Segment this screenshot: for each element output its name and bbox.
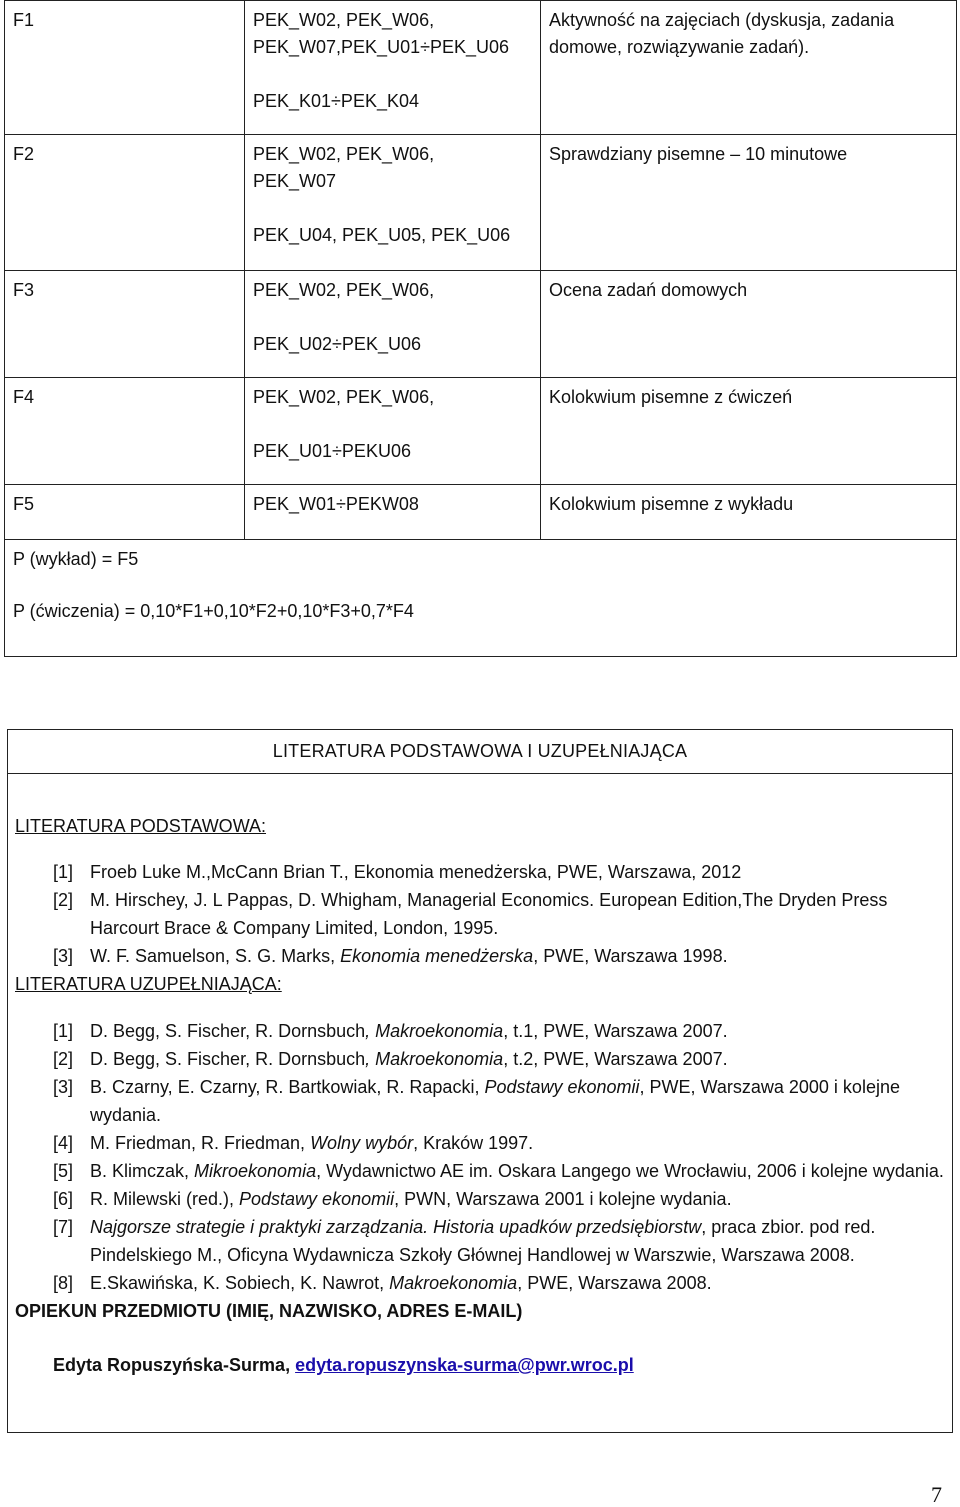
literature-box [7,729,953,1433]
reference-text: B. Czarny, E. Czarny, R. Bartkowiak, R. Rapacki, [90,1077,485,1097]
learning-effects [245,271,541,378]
reference-item [15,886,945,942]
reference-title: Ekonomia menedżerska [340,946,534,966]
reference-text: , Wydawnictwo AE im. Oskara Langego we Wrocławiu, 2006 i kolejne wydania. [316,1161,944,1181]
supervisor-title: OPIEKUN PRZEDMIOTU (IMIĘ, NAZWISKO, ADRES E-MAIL) [15,1301,523,1321]
formula-row [5,540,957,657]
reference-number: [7] [53,1217,74,1237]
reference-title: Najgorsze strategie i praktyki zarządzania. Historia upadków przedsiębiorstw [90,1217,702,1237]
learning-effects [245,135,541,271]
supervisor-name: Edyta Ropuszyńska-Surma, [53,1355,296,1375]
formula-exercises: P (ćwiczenia) = 0,10*F1+0,10*F2+0,10*F3+0,7*F4 [13,601,414,621]
reference-text: , PWN, Warszawa 2001 i kolejne wydania. [394,1189,732,1209]
grading-table-body [5,1,957,657]
reference-text: , PWE, Warszawa 2008. [517,1273,712,1293]
effects-line: PEK_K01÷PEK_K04 [253,91,419,111]
reference-number: [8] [53,1273,74,1293]
reference-text: , PWE, Warszawa 2000 i kolejne wydania. [90,1077,900,1125]
reference-item [15,1213,945,1269]
supervisor-email-link[interactable]: edyta.ropuszynska-surma@pwr.wroc.pl [295,1355,634,1375]
supervisor-contact [15,1351,945,1379]
effects-line: PEK_W02, PEK_W06, [253,280,435,300]
learning-effects [245,1,541,135]
reference-title: Podstawy ekonomii [484,1077,640,1097]
basic-literature-list [15,858,945,970]
reference-text: , t.2, PWE, Warszawa 2007. [503,1049,728,1069]
learning-effects [245,378,541,485]
reference-number: [1] [53,1021,74,1041]
reference-number: [5] [53,1161,74,1181]
reference-text: D. Begg, S. Fischer, R. Dornsbuch [90,1049,366,1069]
grade-code: F1 [5,1,245,135]
reference-item [15,1129,945,1157]
page-number: 7 [931,1482,942,1507]
effects-line: PEK_W01÷PEKW08 [253,494,419,514]
reference-text: , Kraków 1997. [413,1133,534,1153]
assessment-method: Kolokwium pisemne z ćwiczeń [541,378,957,485]
supplementary-literature-title: LITERATURA UZUPEŁNIAJĄCA: [15,974,282,994]
reference-title: , Makroekonomia [365,1049,504,1069]
assessment-method: Aktywność na zajęciach (dyskusja, zadania domowe, rozwiązywanie zadań). [541,1,957,135]
table-row [5,1,957,135]
literature-body [8,812,952,1379]
effects-line: PEK_U04, PEK_U05, PEK_U06 [253,225,511,245]
reference-title: Wolny wybór [310,1133,414,1153]
effects-line: PEK_W02, PEK_W06, [253,10,435,30]
supplementary-literature-list [15,1017,945,1297]
reference-item [15,1073,945,1129]
reference-item [15,942,945,970]
reference-text: , praca zbior. pod red. Pindelskiego M., Oficyna Wydawnicza Szkoły Głównej Handlowej w Warszwie, Warszawa 2008. [90,1217,876,1265]
effects-line: PEK_U02÷PEK_U06 [253,334,421,354]
grade-formulas [5,540,957,657]
assessment-method: Ocena zadań domowych [541,271,957,378]
reference-text: E.Skawińska, K. Sobiech, K. Nawrot, [90,1273,390,1293]
reference-number: [2] [53,890,74,910]
table-row [5,135,957,271]
reference-title: Podstawy ekonomii [239,1189,395,1209]
reference-text: M. Friedman, R. Friedman, [90,1133,311,1153]
reference-item [15,1017,945,1045]
reference-text: M. Hirschey, J. L Pappas, D. Whigham, Managerial Economics. European Edition,The Dryden Press Harcourt Brace & Company Limited, London, 1995. [90,890,888,938]
formula-lecture: P (wykład) = F5 [13,549,139,569]
assessment-method: Kolokwium pisemne z wykładu [541,485,957,540]
effects-line: PEK_W07,PEK_U01÷PEK_U06 [253,37,510,57]
table-row [5,378,957,485]
reference-title: Makroekonomia [389,1273,518,1293]
reference-text: R. Milewski (red.), [90,1189,240,1209]
reference-text: , t.1, PWE, Warszawa 2007. [503,1021,728,1041]
reference-number: [3] [53,1077,74,1097]
grade-code: F4 [5,378,245,485]
grading-table [4,0,957,657]
reference-title: Mikroekonomia [194,1161,317,1181]
reference-item [15,1185,945,1213]
reference-number: [1] [53,862,74,882]
table-row [5,485,957,540]
basic-literature-title: LITERATURA PODSTAWOWA: [15,816,267,836]
grade-code: F2 [5,135,245,271]
reference-item [15,1269,945,1297]
reference-text: , PWE, Warszawa 1998. [533,946,728,966]
grade-code: F3 [5,271,245,378]
reference-text: D. Begg, S. Fischer, R. Dornsbuch [90,1021,366,1041]
reference-text: B. Klimczak, [90,1161,195,1181]
effects-line: PEK_U01÷PEKU06 [253,441,411,461]
reference-item [15,1045,945,1073]
reference-number: [3] [53,946,74,966]
effects-line: PEK_W02, PEK_W06, [253,387,435,407]
reference-number: [6] [53,1189,74,1209]
table-row [5,271,957,378]
assessment-method: Sprawdziany pisemne – 10 minutowe [541,135,957,271]
reference-item [15,858,945,886]
reference-text: Froeb Luke M.,McCann Brian T., Ekonomia menedżerska, PWE, Warszawa, 2012 [90,862,742,882]
effects-line: PEK_W07 [253,171,337,191]
effects-line: PEK_W02, PEK_W06, [253,144,435,164]
reference-number: [2] [53,1049,74,1069]
reference-text: W. F. Samuelson, S. G. Marks, [90,946,341,966]
reference-number: [4] [53,1133,74,1153]
reference-item [15,1157,945,1185]
grade-code: F5 [5,485,245,540]
literature-header: LITERATURA PODSTAWOWA I UZUPEŁNIAJĄCA [8,730,952,774]
learning-effects [245,485,541,540]
reference-title: , Makroekonomia [365,1021,504,1041]
